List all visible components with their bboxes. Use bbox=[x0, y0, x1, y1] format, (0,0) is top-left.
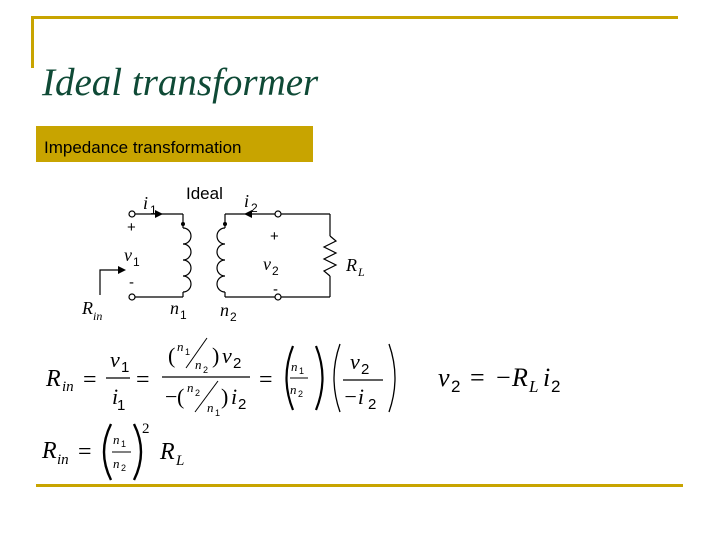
eq1-paren-n2: n bbox=[290, 382, 297, 397]
primary-coil bbox=[183, 228, 191, 292]
eq3-r-sub: L bbox=[176, 453, 185, 469]
equation-rin-result bbox=[41, 421, 184, 480]
eq1-den-n2: n bbox=[187, 380, 194, 395]
eq1-paren-close-top: ) bbox=[212, 343, 220, 368]
eq1-frac1-den: i bbox=[112, 384, 119, 409]
label-v2: v bbox=[263, 254, 271, 274]
label-rl-sub: L bbox=[358, 265, 365, 279]
eq1-den-n1-sub: 1 bbox=[215, 408, 221, 418]
slide-subtitle: Impedance transformation bbox=[44, 138, 242, 157]
label-i2: i bbox=[244, 191, 250, 211]
label-v2-plus: + bbox=[270, 228, 279, 245]
eq1-paren-n1-sub: 1 bbox=[299, 366, 305, 376]
eq1-frac3-den: −i bbox=[343, 384, 364, 409]
label-rin: R bbox=[82, 298, 93, 318]
eq1-equals-2: = bbox=[136, 367, 150, 393]
eq1-num-n2: n bbox=[195, 357, 202, 372]
load-resistor bbox=[324, 236, 336, 276]
eq1-num-n2-sub: 2 bbox=[203, 365, 209, 375]
label-n2-sub: 2 bbox=[230, 310, 237, 324]
rin-arrow-line bbox=[100, 270, 118, 295]
eq1-paren-n2-sub: 2 bbox=[298, 389, 304, 399]
terminal-left-top bbox=[129, 211, 135, 217]
slide-title: Ideal transformer bbox=[42, 61, 319, 104]
eq1-frac1-num-sub: 1 bbox=[121, 359, 130, 376]
eq1-large-paren-close bbox=[389, 344, 395, 412]
eq3-n2: n bbox=[113, 456, 120, 471]
eq1-den-i2: i bbox=[231, 384, 238, 409]
eq1-frac1-den-sub: 1 bbox=[117, 397, 126, 414]
label-v1-plus: + bbox=[127, 219, 136, 236]
label-n1: n bbox=[170, 298, 179, 318]
terminal-left-bottom bbox=[129, 294, 135, 300]
eq2-equals: = bbox=[470, 363, 485, 392]
eq1-paren-open-bot: ( bbox=[177, 384, 185, 409]
eq1-equals-1: = bbox=[83, 367, 97, 393]
eq1-num-v2-sub: 2 bbox=[233, 355, 242, 372]
eq1-paren-open-top: ( bbox=[168, 343, 176, 368]
eq2-i: i bbox=[543, 363, 551, 392]
eq2-v-sub: 2 bbox=[451, 377, 461, 396]
label-v2-sub: 2 bbox=[272, 264, 279, 278]
eq3-lhs: R bbox=[42, 438, 57, 464]
eq1-equals-3: = bbox=[259, 367, 273, 393]
eq1-paren-n1: n bbox=[291, 359, 298, 374]
eq3-paren-close bbox=[134, 424, 141, 480]
label-rin-sub: in bbox=[93, 309, 103, 323]
equation-v2 bbox=[438, 363, 560, 396]
eq3-r: R bbox=[160, 439, 175, 465]
eq2-v: v bbox=[438, 363, 450, 392]
eq3-n1-sub: 1 bbox=[121, 439, 127, 449]
eq2-neg: − bbox=[496, 363, 511, 392]
eq1-big-paren-close bbox=[316, 346, 323, 410]
eq1-large-paren-open bbox=[334, 344, 340, 412]
eq1-lhs: R bbox=[46, 366, 61, 392]
label-v2-minus: - bbox=[273, 281, 278, 298]
label-n1-sub: 1 bbox=[180, 308, 187, 322]
eq1-frac3-num-sub: 2 bbox=[361, 361, 370, 378]
dot-primary bbox=[181, 222, 185, 226]
label-v1: v bbox=[124, 245, 132, 265]
eq3-n2-sub: 2 bbox=[121, 463, 127, 473]
secondary-coil bbox=[217, 228, 225, 292]
eq2-i-sub: 2 bbox=[551, 377, 561, 396]
eq3-n1: n bbox=[113, 432, 120, 447]
rin-arrowhead bbox=[118, 266, 126, 274]
eq1-den-n1: n bbox=[207, 400, 214, 415]
eq1-lhs-sub: in bbox=[62, 379, 74, 395]
eq1-paren-close-bot: ) bbox=[221, 384, 229, 409]
eq1-frac3-den-sub: 2 bbox=[368, 396, 377, 413]
label-i1: i bbox=[143, 193, 149, 213]
eq2-r-sub: L bbox=[529, 377, 539, 396]
eq1-den-n2-sub: 2 bbox=[195, 388, 201, 398]
label-v1-sub: 1 bbox=[133, 255, 140, 269]
label-i2-sub: 2 bbox=[251, 201, 258, 215]
eq3-paren-open bbox=[104, 424, 111, 480]
terminal-right-top bbox=[275, 211, 281, 217]
eq1-num-n1-sub: 1 bbox=[185, 347, 191, 357]
eq3-power: 2 bbox=[142, 421, 150, 437]
eq1-den-minus: − bbox=[165, 384, 178, 409]
circuit-labels bbox=[81, 184, 365, 324]
eq3-lhs-sub: in bbox=[57, 452, 69, 468]
eq1-den-i2-sub: 2 bbox=[238, 396, 247, 413]
eq1-frac3-num: v bbox=[350, 349, 360, 374]
label-i1-sub: 1 bbox=[150, 203, 157, 217]
equation-rin-derivation bbox=[45, 338, 395, 418]
eq2-r: R bbox=[512, 363, 528, 392]
eq1-num-n1: n bbox=[177, 339, 184, 354]
label-ideal: Ideal bbox=[186, 184, 223, 203]
label-n2: n bbox=[220, 300, 229, 320]
label-rl: R bbox=[346, 255, 357, 275]
eq1-num-v2: v bbox=[222, 343, 232, 368]
eq1-frac1-num: v bbox=[110, 347, 120, 372]
eq3-equals: = bbox=[78, 439, 92, 465]
label-v1-minus: - bbox=[129, 274, 134, 291]
